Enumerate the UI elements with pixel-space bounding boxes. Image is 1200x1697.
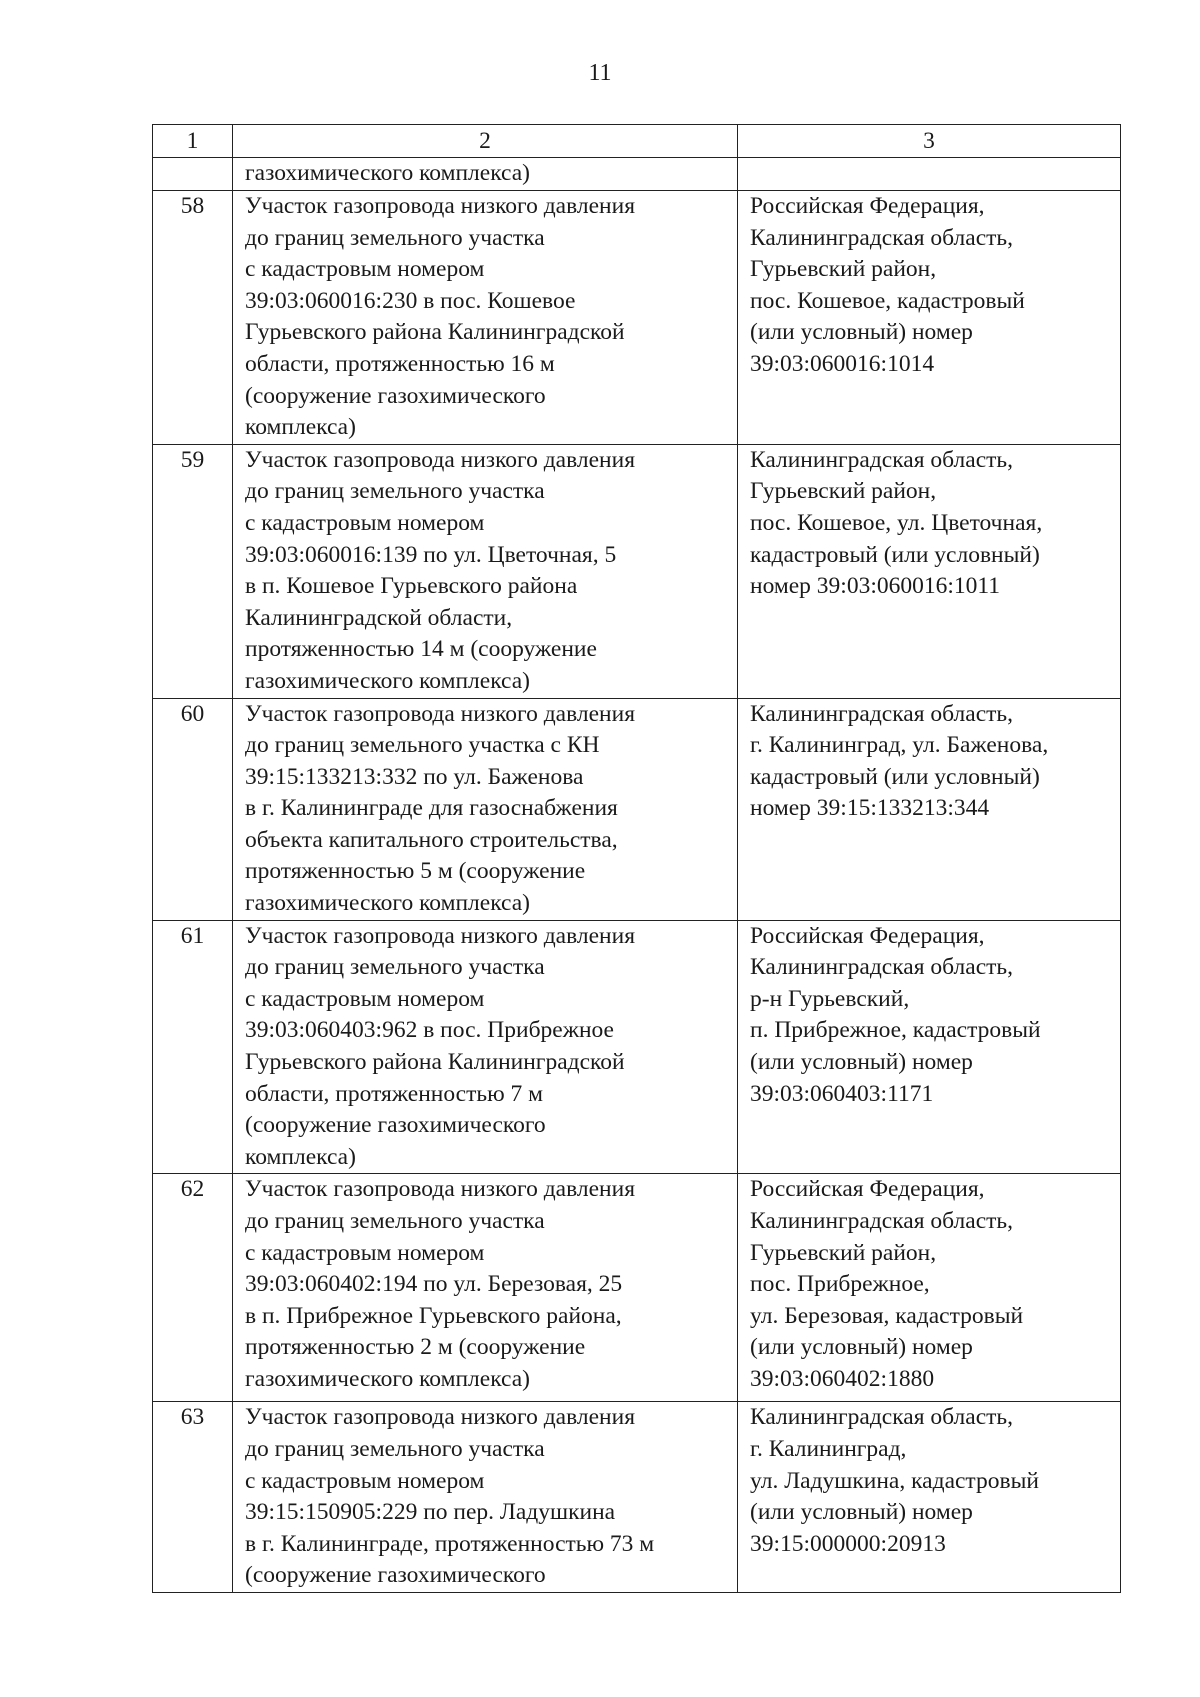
row-number: 63 [153, 1402, 233, 1593]
row-number [153, 158, 233, 191]
object-description: Участок газопровода низкого давления до границ земельного участка с кадастровым номером 39:03:060403:962 в пос. Прибрежное Гурьевского района Калининградской области, протяженностью 7 м (сооружение газохимического комплекса) [233, 920, 738, 1174]
row-number: 61 [153, 920, 233, 1174]
object-address: Калининградская область, г. Калининград, ул. Ладушкина, кадастровый (или условный) номер 39:15:000000:20913 [738, 1402, 1121, 1593]
object-address: Калининградская область, г. Калининград, ул. Баженова, кадастровый (или условный) номер 39:15:133213:344 [738, 698, 1121, 920]
continuation-row [153, 158, 1121, 191]
column-header-2: 2 [233, 125, 738, 158]
table-row [153, 191, 1121, 445]
row-number: 58 [153, 191, 233, 445]
object-description: газохимического комплекса) [233, 158, 738, 191]
object-description: Участок газопровода низкого давления до границ земельного участка с кадастровым номером 39:03:060016:139 по ул. Цветочная, 5 в п. Кошевое Гурьевского района Калининградской области, протяженностью 14 м (сооружение газохимического комплекса) [233, 444, 738, 698]
table-row [153, 1174, 1121, 1402]
table-row [153, 920, 1121, 1174]
page-number: 11 [588, 60, 612, 86]
row-number: 60 [153, 698, 233, 920]
table-row [153, 1402, 1121, 1593]
object-description: Участок газопровода низкого давления до границ земельного участка с КН 39:15:133213:332 по ул. Баженова в г. Калининграде для газоснабжения объекта капитального строительства, протяженностью 5 м (сооружение газохимического комплекса) [233, 698, 738, 920]
object-address: Российская Федерация, Калининградская область, р-н Гурьевский, п. Прибрежное, кадастровый (или условный) номер 39:03:060403:1171 [738, 920, 1121, 1174]
object-address [738, 158, 1121, 191]
object-address: Российская Федерация, Калининградская область, Гурьевский район, пос. Прибрежное, ул. Березовая, кадастровый (или условный) номер 39:03:060402:1880 [738, 1174, 1121, 1402]
object-description: Участок газопровода низкого давления до границ земельного участка с кадастровым номером 39:03:060402:194 по ул. Березовая, 25 в п. Прибрежное Гурьевского района, протяженностью 2 м (сооружение газохимического комплекса) [233, 1174, 738, 1402]
object-description: Участок газопровода низкого давления до границ земельного участка с кадастровым номером 39:15:150905:229 по пер. Ладушкина в г. Калининграде, протяженностью 73 м (сооружение газохимического [233, 1402, 738, 1593]
table-row [153, 444, 1121, 698]
object-description: Участок газопровода низкого давления до границ земельного участка с кадастровым номером 39:03:060016:230 в пос. Кошевое Гурьевского района Калининградской области, протяженностью 16 м (сооружение газохимического комплекса) [233, 191, 738, 445]
row-number: 62 [153, 1174, 233, 1402]
table-header-row [153, 125, 1121, 158]
column-header-1: 1 [153, 125, 233, 158]
column-header-3: 3 [738, 125, 1121, 158]
table-row [153, 698, 1121, 920]
row-number: 59 [153, 444, 233, 698]
object-address: Калининградская область, Гурьевский район, пос. Кошевое, ул. Цветочная, кадастровый (или условный) номер 39:03:060016:1011 [738, 444, 1121, 698]
object-address: Российская Федерация, Калининградская область, Гурьевский район, пос. Кошевое, кадастровый (или условный) номер 39:03:060016:1014 [738, 191, 1121, 445]
registry-table [152, 124, 1121, 1593]
